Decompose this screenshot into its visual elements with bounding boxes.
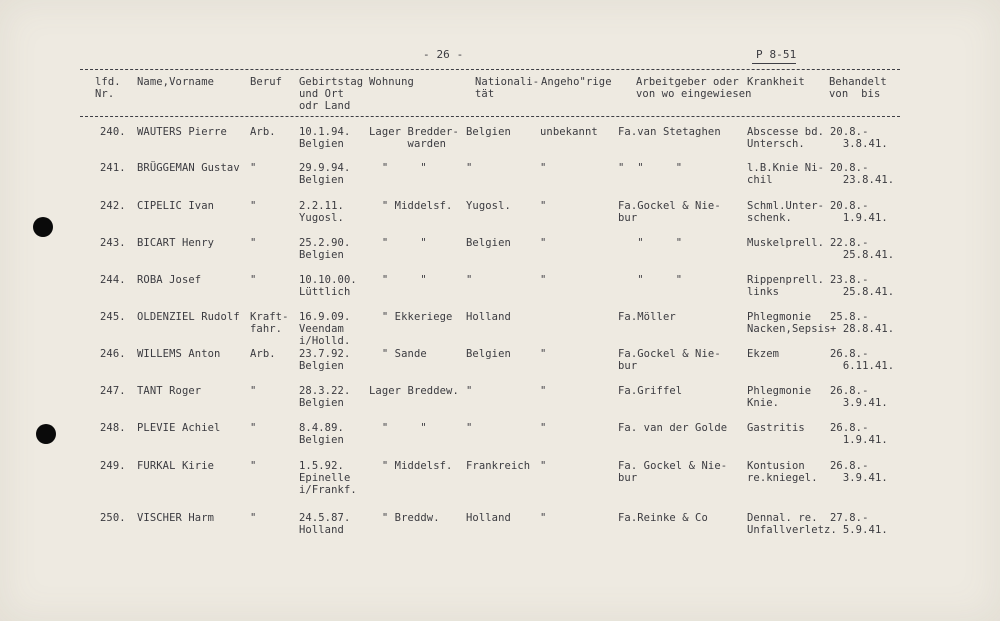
cell-krankheit: Abscesse bd. Untersch. xyxy=(747,126,825,150)
cell-arbeitgeber: Fa.Griffel xyxy=(618,385,683,397)
cell-angehoerige: " xyxy=(540,422,547,434)
cell-nationalitaet: " xyxy=(466,422,473,434)
cell-nr: 244. xyxy=(100,274,126,286)
cell-arbeitgeber: Fa. Gockel & Nie- bur xyxy=(618,460,728,484)
cell-nationalitaet: Belgien xyxy=(466,348,511,360)
cell-angehoerige: " xyxy=(540,237,547,249)
cell-geburt: 16.9.09. Veendam i/Holld. xyxy=(299,311,351,347)
cell-wohnung: " " xyxy=(369,162,427,174)
cell-angehoerige: unbekannt xyxy=(540,126,598,138)
reference-underline xyxy=(752,63,796,64)
cell-beruf: " xyxy=(250,422,257,434)
cell-wohnung: " Middelsf. xyxy=(369,200,453,212)
cell-behandelt: 26.8.- 1.9.41. xyxy=(830,422,888,446)
header-top-rule xyxy=(80,69,900,70)
cell-name: WILLEMS Anton xyxy=(137,348,221,360)
cell-nationalitaet: Yugosl. xyxy=(466,200,511,212)
cell-beruf: " xyxy=(250,237,257,249)
cell-behandelt: 25.8.- + 28.8.41. xyxy=(830,311,895,335)
cell-angehoerige: " xyxy=(540,460,547,472)
cell-arbeitgeber: " " xyxy=(618,237,683,249)
cell-beruf: Kraft- fahr. xyxy=(250,311,289,335)
cell-name: FURKAL Kirie xyxy=(137,460,215,472)
cell-angehoerige: " xyxy=(540,162,547,174)
cell-name: BRÜGGEMAN Gustav xyxy=(137,162,240,174)
cell-beruf: Arb. xyxy=(250,348,276,360)
cell-name: WAUTERS Pierre xyxy=(137,126,227,138)
cell-nationalitaet: " xyxy=(466,162,473,174)
cell-behandelt: 20.8.- 1.9.41. xyxy=(830,200,888,224)
cell-behandelt: 26.8.- 3.9.41. xyxy=(830,460,888,484)
cell-krankheit: Kontusion re.kniegel. xyxy=(747,460,818,484)
table-row xyxy=(0,200,1000,240)
col-header-beruf: Beruf xyxy=(250,76,283,88)
cell-geburt: 1.5.92. Epinelle i/Frankf. xyxy=(299,460,357,496)
cell-name: PLEVIE Achiel xyxy=(137,422,221,434)
cell-behandelt: 26.8.- 3.9.41. xyxy=(830,385,888,409)
cell-geburt: 23.7.92. Belgien xyxy=(299,348,351,372)
table-row xyxy=(0,422,1000,462)
col-header-wohnung: Wohnung xyxy=(369,76,414,88)
cell-arbeitgeber: Fa.Möller xyxy=(618,311,676,323)
cell-wohnung: Lager Bredder- warden xyxy=(369,126,459,150)
cell-wohnung: " " xyxy=(369,422,427,434)
table-row xyxy=(0,348,1000,388)
col-header-nr: lfd. Nr. xyxy=(95,76,121,100)
col-header-angehoerige: Angeho"rige xyxy=(541,76,612,88)
cell-name: ROBA Josef xyxy=(137,274,202,286)
table-row xyxy=(0,237,1000,277)
cell-wohnung: " Breddw. xyxy=(369,512,440,524)
cell-beruf: " xyxy=(250,162,257,174)
cell-arbeitgeber: Fa.Gockel & Nie- bur xyxy=(618,200,721,224)
cell-behandelt: 22.8.- 25.8.41. xyxy=(830,237,895,261)
table-row xyxy=(0,311,1000,351)
cell-geburt: 24.5.87. Holland xyxy=(299,512,351,536)
cell-behandelt: 23.8.- 25.8.41. xyxy=(830,274,895,298)
col-header-geburt: Gebirtstag und Ort odr Land xyxy=(299,76,364,112)
cell-nr: 246. xyxy=(100,348,126,360)
cell-nr: 250. xyxy=(100,512,126,524)
cell-geburt: 10.1.94. Belgien xyxy=(299,126,351,150)
cell-geburt: 8.4.89. Belgien xyxy=(299,422,344,446)
cell-angehoerige: " xyxy=(540,200,547,212)
col-header-name: Name,Vorname xyxy=(137,76,215,88)
cell-geburt: 29.9.94. Belgien xyxy=(299,162,351,186)
cell-nr: 247. xyxy=(100,385,126,397)
cell-nationalitaet: " xyxy=(466,274,473,286)
col-header-behandelt: Behandelt von bis xyxy=(829,76,887,100)
cell-angehoerige: " xyxy=(540,385,547,397)
cell-krankheit: Phlegmonie Knie. xyxy=(747,385,812,409)
cell-name: OLDENZIEL Rudolf xyxy=(137,311,240,323)
cell-name: VISCHER Harm xyxy=(137,512,215,524)
cell-arbeitgeber: Fa. van der Golde xyxy=(618,422,728,434)
cell-nationalitaet: Holland xyxy=(466,512,511,524)
cell-nationalitaet: Belgien xyxy=(466,126,511,138)
cell-nationalitaet: Holland xyxy=(466,311,511,323)
cell-arbeitgeber: Fa.Reinke & Co xyxy=(618,512,708,524)
cell-arbeitgeber: " " xyxy=(618,274,683,286)
cell-behandelt: 26.8.- 6.11.41. xyxy=(830,348,895,372)
cell-nr: 242. xyxy=(100,200,126,212)
cell-angehoerige: " xyxy=(540,512,547,524)
cell-beruf: Arb. xyxy=(250,126,276,138)
table-row xyxy=(0,512,1000,552)
cell-krankheit: Rippenprell. links xyxy=(747,274,825,298)
col-header-arbeitgeber: Arbeitgeber oder von wo eingewiesen xyxy=(636,76,752,100)
cell-beruf: " xyxy=(250,512,257,524)
cell-geburt: 28.3.22. Belgien xyxy=(299,385,351,409)
cell-wohnung: " Sande xyxy=(369,348,427,360)
col-header-nationalitaet: Nationali- tät xyxy=(475,76,540,100)
cell-geburt: 25.2.90. Belgien xyxy=(299,237,351,261)
cell-geburt: 10.10.00. Lüttlich xyxy=(299,274,357,298)
page-number: - 26 - xyxy=(423,48,464,61)
cell-behandelt: 20.8.- 3.8.41. xyxy=(830,126,888,150)
cell-arbeitgeber: " " " xyxy=(618,162,683,174)
table-row xyxy=(0,274,1000,314)
cell-arbeitgeber: Fa.Gockel & Nie- bur xyxy=(618,348,721,372)
cell-beruf: " xyxy=(250,200,257,212)
cell-krankheit: Muskelprell. xyxy=(747,237,825,249)
cell-nr: 249. xyxy=(100,460,126,472)
cell-name: BICART Henry xyxy=(137,237,215,249)
cell-wohnung: " Ekkeriege xyxy=(369,311,453,323)
table-row xyxy=(0,162,1000,202)
cell-wohnung: " Middelsf. xyxy=(369,460,453,472)
cell-wohnung: " " xyxy=(369,274,427,286)
cell-nr: 240. xyxy=(100,126,126,138)
cell-name: CIPELIC Ivan xyxy=(137,200,215,212)
cell-nr: 241. xyxy=(100,162,126,174)
cell-krankheit: Schml.Unter- schenk. xyxy=(747,200,825,224)
cell-krankheit: Gastritis xyxy=(747,422,805,434)
cell-beruf: " xyxy=(250,460,257,472)
cell-wohnung: " " xyxy=(369,237,427,249)
col-header-krankheit: Krankheit xyxy=(747,76,805,88)
reference-number: P 8-51 xyxy=(756,48,797,61)
cell-nationalitaet: Frankreich xyxy=(466,460,531,472)
cell-krankheit: Ekzem xyxy=(747,348,780,360)
cell-geburt: 2.2.11. Yugosl. xyxy=(299,200,344,224)
table-row xyxy=(0,460,1000,500)
cell-arbeitgeber: Fa.van Stetaghen xyxy=(618,126,721,138)
cell-behandelt: 20.8.- 23.8.41. xyxy=(830,162,895,186)
table-row xyxy=(0,126,1000,166)
cell-beruf: " xyxy=(250,274,257,286)
cell-wohnung: Lager Breddew. xyxy=(369,385,459,397)
cell-name: TANT Roger xyxy=(137,385,202,397)
cell-nr: 245. xyxy=(100,311,126,323)
cell-krankheit: Dennal. re. Unfallverletz. xyxy=(747,512,837,536)
cell-beruf: " xyxy=(250,385,257,397)
cell-nr: 248. xyxy=(100,422,126,434)
table-row xyxy=(0,385,1000,425)
cell-krankheit: Phlegmonie Nacken,Sepsis xyxy=(747,311,831,335)
cell-angehoerige: " xyxy=(540,348,547,360)
cell-nationalitaet: Belgien xyxy=(466,237,511,249)
header-bottom-rule xyxy=(80,116,900,117)
cell-behandelt: 27.8.- 5.9.41. xyxy=(830,512,888,536)
cell-angehoerige: " xyxy=(540,274,547,286)
cell-krankheit: l.B.Knie Ni- chil xyxy=(747,162,825,186)
cell-nationalitaet: " xyxy=(466,385,473,397)
cell-nr: 243. xyxy=(100,237,126,249)
